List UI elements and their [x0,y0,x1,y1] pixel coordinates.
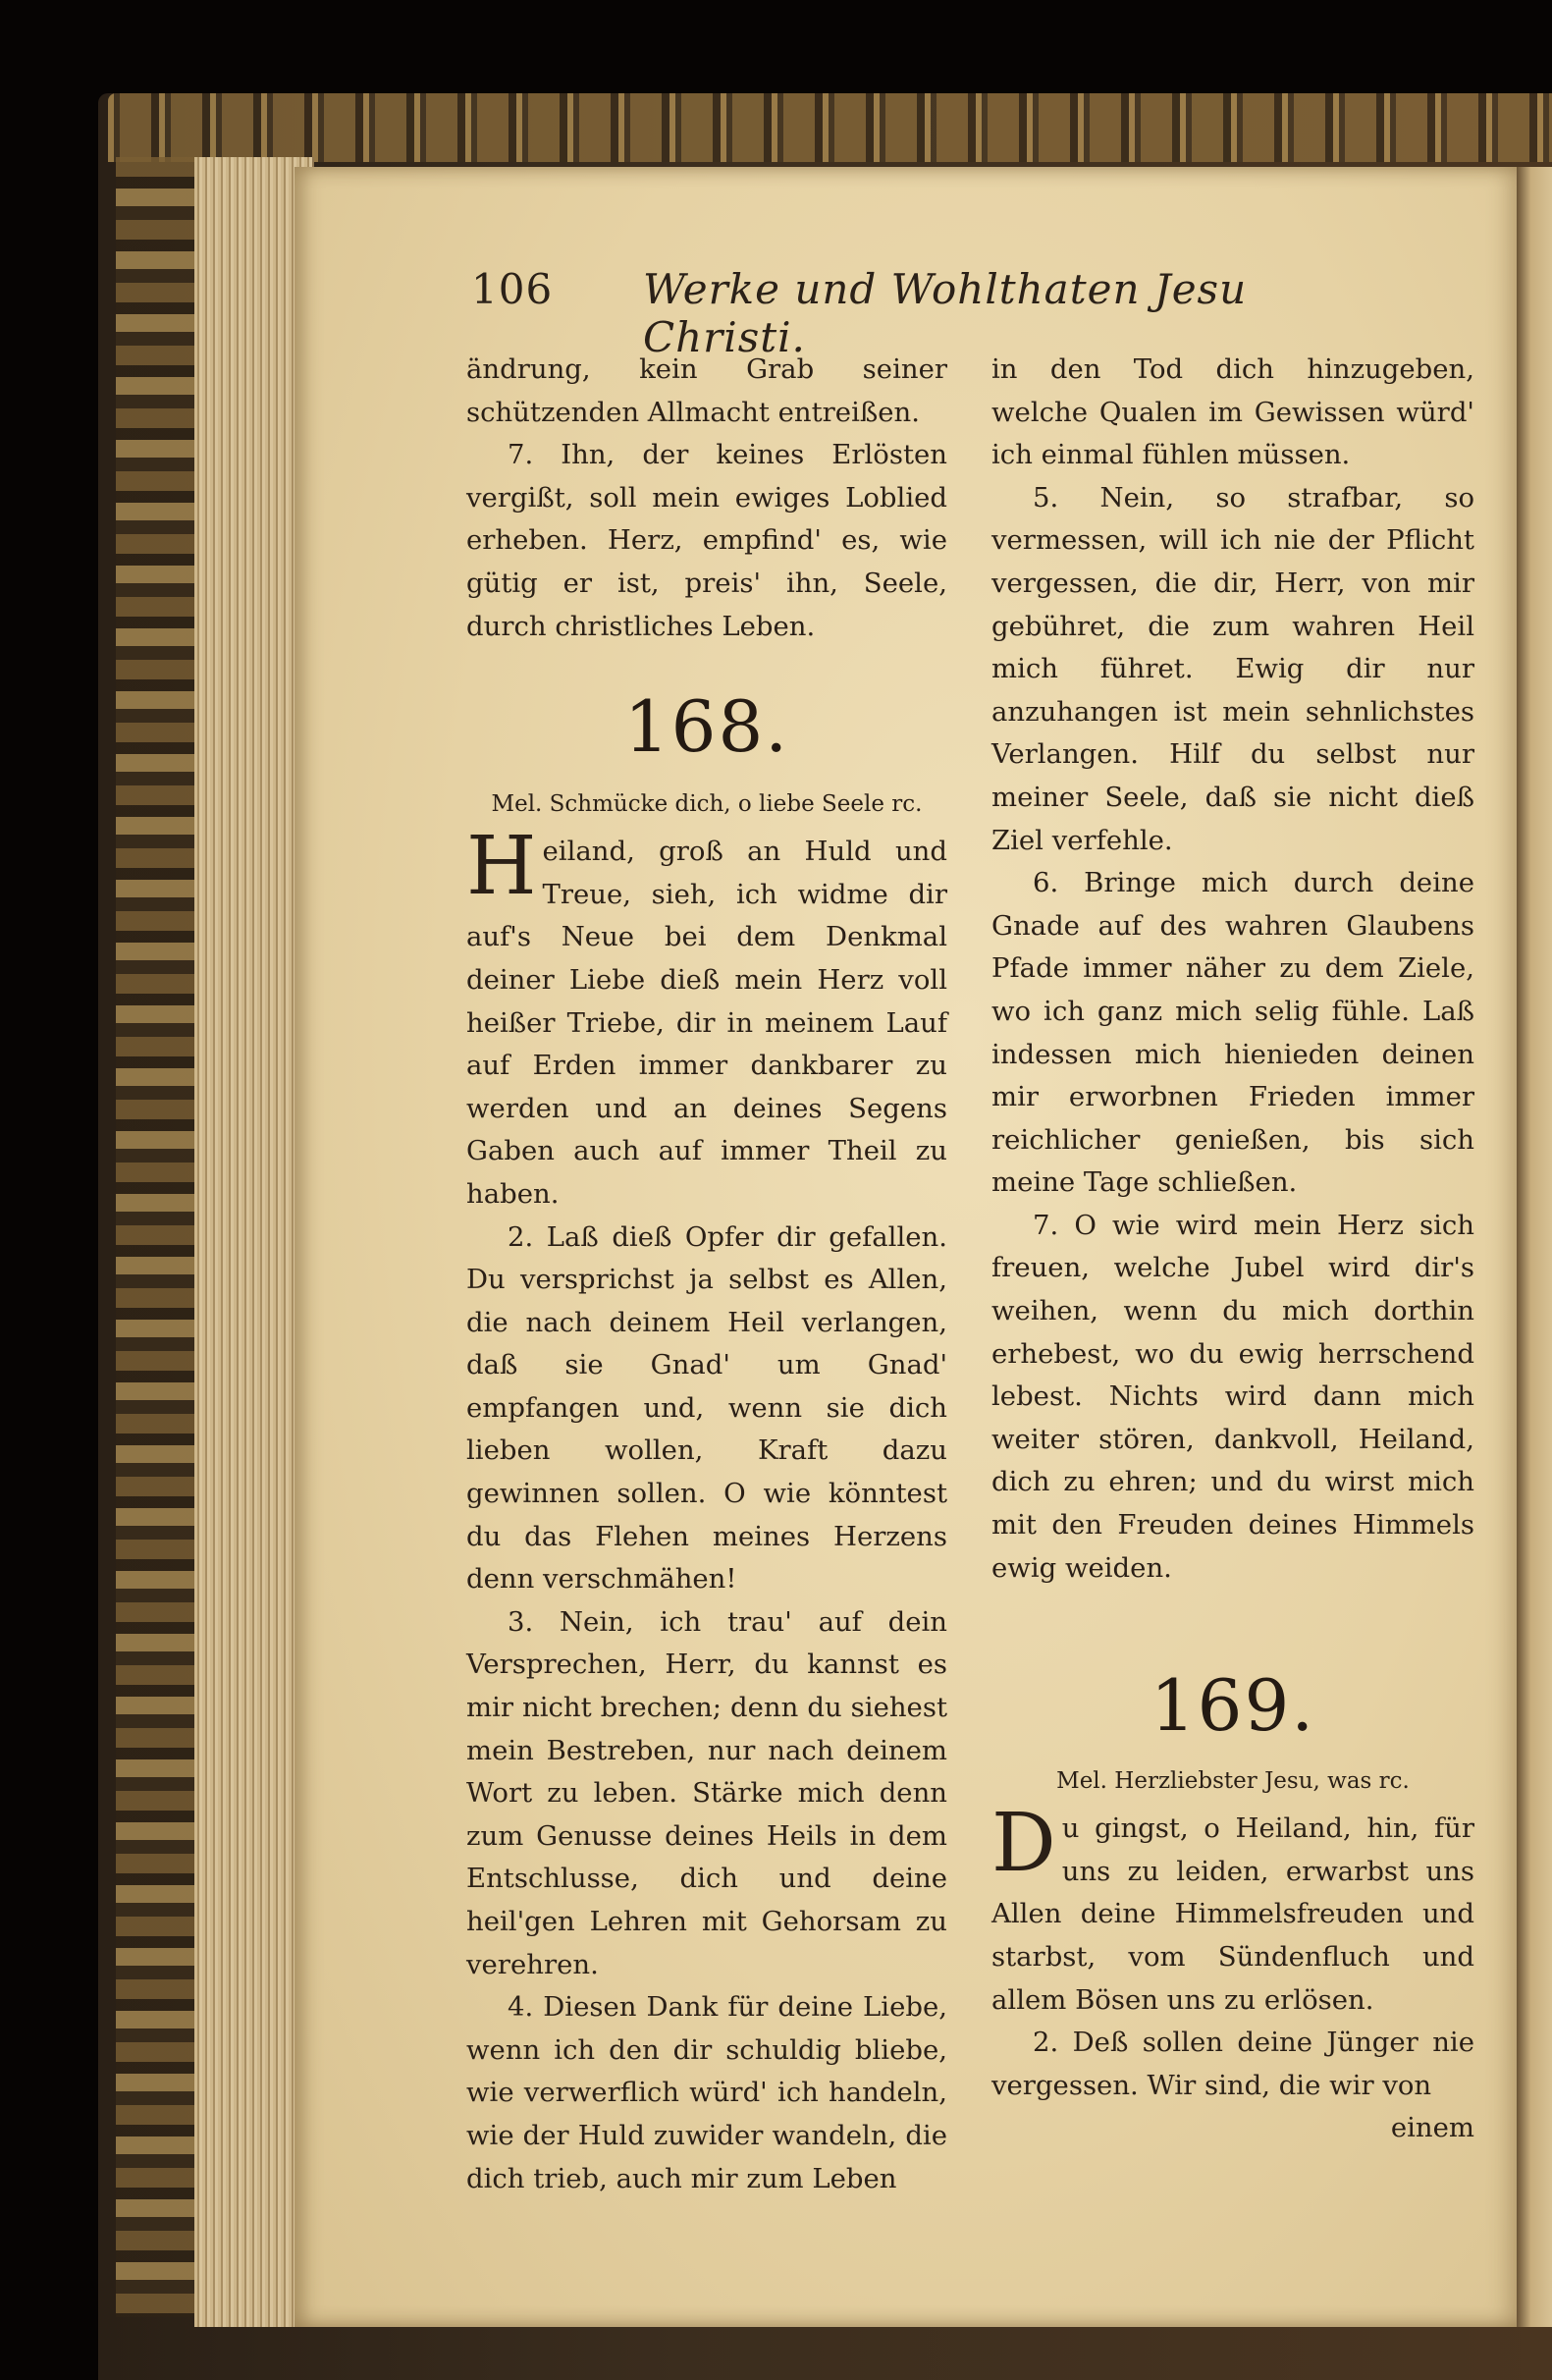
verse-3: 3. Nein, ich trau' auf dein Versprechen, Herr, du kannst es mir nicht brechen; denn du siehest mein Bestreben, nur nach deinem Wort zu leben. Stärke mich denn zum Genusse deines Heils in dem Entschlusse, dich und deine heil'gen Lehren mit Gehorsam zu verehren. [466,1605,947,1980]
paragraph-continuation: in den Tod dich hinzugeben, welche Qualen im Gewissen würd' ich einmal fühlen müssen. [991,353,1474,471]
catchword: einem [1390,2112,1474,2144]
verse-4: 4. Diesen Dank für deine Liebe, wenn ich den dir schuldig bliebe, wie verwerflich würd' ich handeln, wie der Huld zuwider wandeln, die dich trieb, auch mir zum Leben [466,1991,947,2194]
right-column [991,349,1474,2150]
melody-line: Mel. Schmücke dich, o liebe Seele rc. [491,791,923,818]
paragraph-continuation: ändrung, kein Grab seiner schützenden Allmacht entreißen. [466,353,947,428]
cover-ornament-spine [116,157,194,2317]
verse-2: 2. Deß sollen deine Jünger nie vergessen. Wir sind, die wir von [991,2027,1474,2101]
verse-1-text: eiland, groß an Huld und Treue, sieh, ich widme dir auf's Neue bei dem Denkmal deiner Liebe dieß mein Herz voll heißer Triebe, dir in meinem Lauf auf Erden immer dankbarer zu werden und an deines Segens Gaben auch auf immer Theil zu haben. [466,836,947,1210]
drop-cap: D [991,1797,1056,1891]
next-page-edge [1517,167,1552,2327]
verse-7: 7. O wie wird mein Herz sich freuen, welche Jubel wird dir's weihen, wenn du mich dorthin erhebest, wo du ewig herrschend lebest. Nichts wird dann mich weiter stören, dankvoll, Heiland, dich zu ehren; und du wirst mich mit den Freuden deines Himmels ewig weiden. [991,1209,1474,1584]
left-column [466,349,947,2200]
verse-1 [466,820,947,1216]
verse-1-text: u gingst, o Heiland, hin, für uns zu leiden, erwarbst uns Allen deine Himmelsfreuden und starbst, vom Sündenfluch und allem Bösen uns zu erlösen. [991,1812,1474,2016]
verse-7: 7. Ihn, der keines Erlösten vergißt, soll mein ewiges Loblied erheben. Herz, empfind' es, wie gütig er ist, preis' ihn, Seele, durch christliches Leben. [466,439,947,642]
hymn-number-168: 168. [623,685,790,769]
cover-ornament-top [108,93,1552,162]
drop-cap: H [466,820,537,914]
hymn-number-169: 169. [1150,1664,1316,1748]
verse-5: 5. Nein, so strafbar, so vermessen, will ich nie der Pflicht vergessen, die dir, Herr, von mir gebühret, die zum wahren Heil mich führet. Ewig dir nur anzuhangen ist mein sehnlichstes Verlangen. Hilf du selbst nur meiner Seele, daß sie nicht dieß Ziel verfehle. [991,481,1474,856]
verse-1 [991,1797,1474,2022]
running-title: Werke und Wohlthaten Jesu Christi. [643,265,1248,361]
verse-6: 6. Bringe mich durch deine Gnade auf des wahren Glaubens Pfade immer näher zu dem Ziele, wo ich ganz mich selig fühle. Laß indessen mich hienieden deinen mir erworbnen Frieden immer reichlicher genießen, bis sich meine Tage schließen. [991,867,1474,1199]
melody-line: Mel. Herzliebster Jesu, was rc. [1056,1768,1410,1795]
page-header [471,265,1315,361]
verse-2: 2. Laß dieß Opfer dir gefallen. Du versprichst ja selbst es Allen, die nach deinem Heil verlangen, daß sie Gnad' um Gnad' empfangen und, wenn sie dich lieben wollen, Kraft dazu gewinnen sollen. O wie könntest du das Flehen meines Herzens denn verschmähen! [466,1220,947,1596]
page-number: 106 [471,265,554,313]
